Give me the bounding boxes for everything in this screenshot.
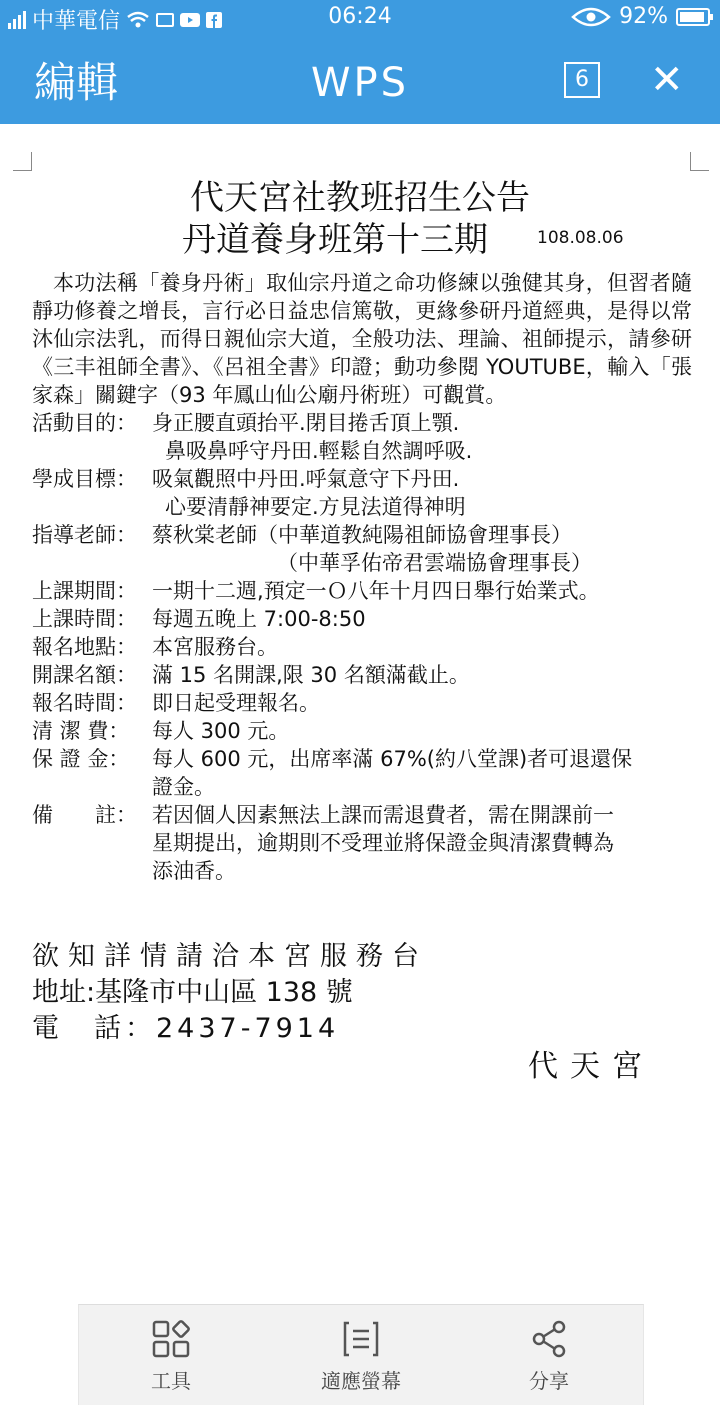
note-label: 備 註： [32,803,137,827]
deposit-label: 保 證 金： [32,747,130,771]
teacher-label: 指導老師： [32,523,137,547]
purpose-line-2: 鼻吸鼻呼守丹田.輕鬆自然調呼吸. [165,439,473,463]
wps-logo: WPS [310,60,410,106]
document-page [0,124,720,1393]
share-icon [529,1319,569,1359]
deposit-line-2: 證金。 [152,775,215,799]
page-corner-mark [690,152,709,171]
address-line: 地址:基隆市中山區 138 號 [32,977,353,1008]
quota-value: 滿 15 名開課,限 30 名額滿截止。 [152,663,470,687]
edit-button[interactable]: 編輯 [34,58,119,107]
note-row [32,801,692,829]
fit-screen-icon [341,1319,381,1359]
fit-screen-label: 適應螢幕 [321,1369,401,1393]
goal-line-2: 心要清靜神要定.方見法道得神明 [165,495,466,519]
tools-label: 工具 [151,1369,191,1393]
purpose-label: 活動目的： [32,411,137,435]
reg-value: 即日起受理報名。 [152,691,320,715]
fit-screen-button[interactable] [301,1319,421,1394]
status-right [571,4,710,29]
note-line-2: 星期提出，逾期則不受理並將保證金與清潔費轉為 [152,831,614,855]
battery-percent: 92% [619,4,668,29]
purpose-line: 身正腰直頭抬平.閉目捲舌頂上顎. [152,411,460,435]
eye-icon [571,7,611,27]
document-date: 108.08.06 [537,228,624,248]
tools-icon [151,1319,191,1359]
period-label: 上課期間： [32,579,137,603]
time-value: 每週五晚上 7:00-8:50 [152,607,366,631]
time-label: 上課時間： [32,607,137,631]
status-time: 06:24 [328,4,392,29]
document-body [32,269,692,885]
quota-label: 開課名額： [32,663,137,687]
app-toolbar [0,36,720,124]
teacher-line-2: （中華孚佑帝君雲端協會理事長） [277,551,592,575]
fee-label: 清 潔 費： [32,719,130,743]
phone-line: 電 話：2437-7914 [32,1013,340,1044]
place-label: 報名地點： [32,635,137,659]
battery-icon [676,8,710,26]
note-line-3: 添油香。 [152,859,236,883]
intro-paragraph: 本功法稱「養身丹術」取仙宗丹道之命功修練以強健其身，但習者隨靜功修養之增長，言行必日益忠信篤敬，更緣參研丹道經典，是得以常沐仙宗法乳，而得日親仙宗大道，全般功法、理論、祖師提示，請參研《三丰祖師全書》、《呂祖全書》印證；動功參閱 YOUTUBE，輸入「張家森」關鍵字（93 年鳳山仙公廟丹術班）可觀賞。 [32,271,692,407]
document-title: 代天宮社教班招生公告 [190,178,530,218]
note-value: 若因個人因素無法上課而需退費者，需在開課前一 [152,803,614,827]
time-row [32,605,692,633]
purpose-row [32,409,692,437]
page-count-button[interactable]: 6 [564,62,600,98]
status-bar [0,0,720,36]
document-subtitle: 丹道養身班第十三期 [182,220,488,260]
carrier-name: 中華電信 [32,9,121,34]
close-icon[interactable]: ✕ [650,57,684,103]
goal-row [32,465,692,493]
share-button[interactable] [489,1319,609,1394]
bottom-toolbar [78,1304,644,1405]
goal-line: 吸氣觀照中丹田.呼氣意守下丹田. [152,467,460,491]
signature: 代天宮 [528,1049,654,1084]
tools-button[interactable] [111,1319,231,1394]
deposit-row [32,745,692,773]
place-row [32,633,692,661]
reg-label: 報名時間： [32,691,137,715]
teacher-row [32,521,692,549]
share-label: 分享 [529,1369,569,1393]
teacher-line: 蔡秋棠老師（中華道教純陽祖師協會理事長） [152,523,572,547]
fee-row [32,717,692,745]
deposit-value: 每人 600 元，出席率滿 67%(約八堂課)者可退還保 [152,747,633,771]
page-corner-mark [13,152,32,171]
quota-row [32,661,692,689]
place-value: 本宮服務台。 [152,635,278,659]
fee-value: 每人 300 元。 [152,719,290,743]
period-value: 一期十二週,預定一Ｏ八年十月四日舉行始業式。 [152,579,600,603]
reg-row [32,689,692,717]
contact-block [32,939,428,1047]
contact-line: 欲知詳情請洽本宮服務台 [32,941,428,972]
goal-label: 學成目標： [32,467,137,491]
period-row [32,577,692,605]
